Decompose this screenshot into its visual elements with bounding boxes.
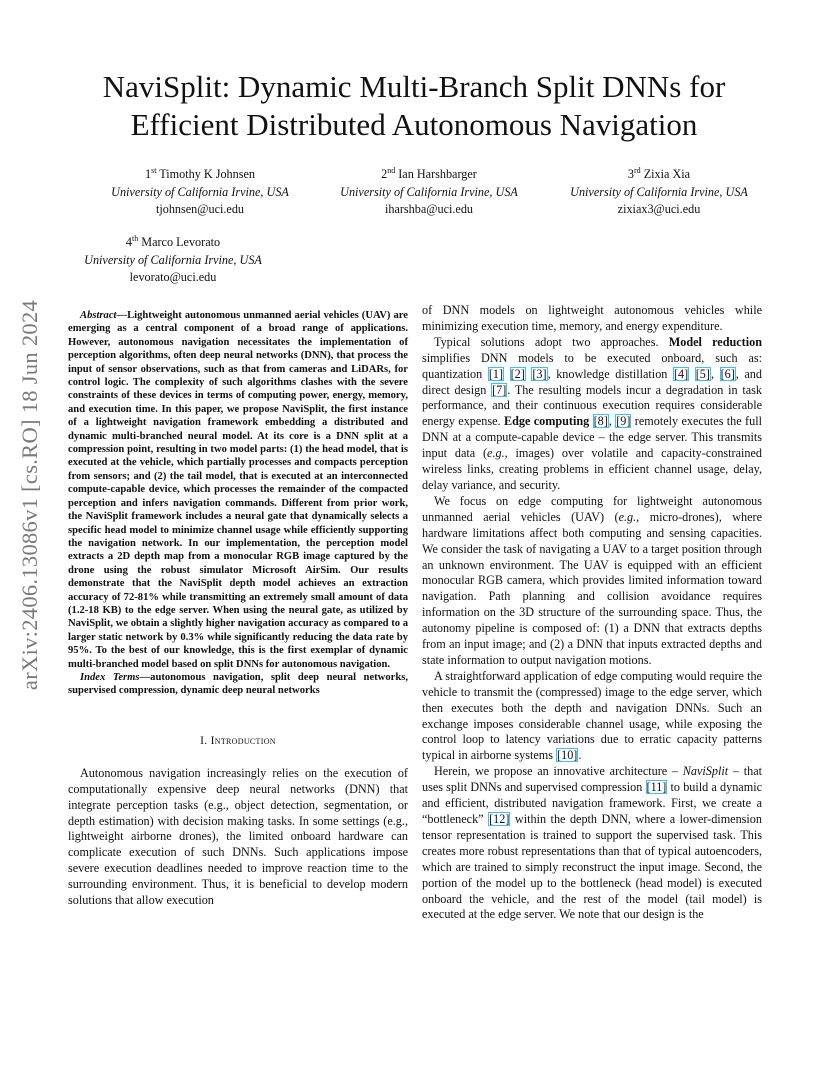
arxiv-stamp-text: arXiv:2406.13086v1 [cs.RO] 18 Jun 2024 [17,299,42,691]
paper-title [0,68,828,144]
citation-link[interactable]: [2] [510,366,525,381]
section-number: I. [200,734,208,747]
citation-link[interactable]: [5] [695,366,710,381]
citation-link[interactable]: [6] [720,366,735,381]
index-terms-label: Index Terms [80,671,140,683]
term-model-reduction: Model reduction [668,334,762,349]
citation-link[interactable]: [12] [489,812,510,826]
citation-link[interactable]: [11] [646,780,667,795]
author-name: 3rd Zixia Xia [627,166,691,182]
author-affiliation: University of California Irvine, USA [84,252,262,267]
citation-link[interactable]: [4] [673,366,689,381]
author-block-1 [86,162,314,219]
abstract [68,309,408,671]
paragraph-herein: Herein, we propose an innovative architecture – NaviSplit – that uses split DNNs and supervised compression [11] to build a dynamic and efficient, distributed navigation framework. First, we create a “bottleneck” [12] within the depth DNN, where a lower-dimension tensor representation is trained to support the supervised task. This creates more robust representations than that of typical autoencoders, which are trained to simply reconstruct the input image. Second, the portion of the model up to the bottleneck (head model) is executed onboard the vehicle, and the rest of the model (tail model) is executed at the edge server. We note that our design is the [422,764,762,922]
system-name: NaviSplit [682,764,729,779]
title-line-2: Efficient Distributed Autonomous Navigation [130,107,698,142]
paragraph-straightforward: A straightforward application of edge computing would require the vehicle to transmit the (compressed) image to the edge server, which then executes both the depth and navigation DNNs. Such an exchange imposes considerable channel usage, while exposing the control loop to latency variations due to erratic capacity patterns typical in airborne systems [10]. [422,668,762,763]
author-block-3 [548,162,770,219]
intro-paragraph-1: Autonomous navigation increasingly relies on the execution of computationally expensive deep neural networks (DNN) that integrate perception tasks (e.g., object detection, segmentation, or depth estimation) with decision making tasks. In some settings (e.g., lightweight airborne drones), the limited onboard hardware can complicate execution of such DNNs. Such applications impose severe execution deadlines needed to improve reaction time to the surrounding environment. Thus, it is beneficial to develop modern solutions that allow execution [68,765,408,908]
citation-link[interactable]: [8] [593,414,608,429]
citation-link[interactable]: [1] [488,366,504,381]
section-title: Introduction [210,734,276,747]
arxiv-stamp [14,288,46,702]
author-email: levorato@uci.edu [129,270,217,285]
author-email: iharshba@uci.edu [384,202,474,217]
index-terms [68,671,408,698]
right-column [422,303,762,923]
paragraph-typical-solutions: Typical solutions adopt two approaches. Model reduction simplifies DNN models to be executed onboard, such as: quantization [1] [2] [3], knowledge distillation [4] [5], [6], and direct design [7]. The resulting models incur a degradation in task performance, and their continuous execution requires considerable energy expense. Edge computing [8], [9] remotely executes the full DNN at a compute-capable device – the edge server. This transmits input data (e.g., images) over volatile and capacity-constrained wireless links, creating problems in efficient channel usage, delay, delay variance, and security. [422,334,762,492]
paragraph-edge-focus: We focus on edge computing for lightweight autonomous unmanned aerial vehicles (UAV) (e.g., micro-drones), where hardware limitations affect both computing and sensing capacities. We consider the task of navigating a UAV to a target position through an unknown environment. The UAV is equipped with an efficient monocular RGB camera, which provides limited information toward navigation. Path planning and collision avoidance requires information on the 3D structure of the surrounding space. Thus, the autonomy pipeline is composed of: (1) a DNN that extracts depths from an input image; and (2) a DNN that inputs extracted depths and state information to output navigation motions. [422,493,762,667]
author-name: 2nd Ian Harshbarger [381,166,477,182]
citation-link[interactable]: [10] [557,748,578,763]
author-email: zixiax3@uci.edu [617,202,701,217]
author-email: tjohnsen@uci.edu [155,202,245,217]
author-name: 1st Timothy K Johnsen [145,166,255,182]
author-block-4 [60,230,286,287]
author-affiliation: University of California Irvine, USA [111,184,289,199]
abstract-label: Abstract [80,310,117,321]
section-heading [68,734,408,748]
paragraph-continued: of DNN models on lightweight autonomous vehicles while minimizing execution time, memory, and energy expenditure. [422,303,762,333]
author-block-2 [318,162,540,219]
citation-link[interactable]: [9] [616,414,631,429]
title-line-1: NaviSplit: Dynamic Multi-Branch Split DNNs for [102,69,726,104]
index-terms-text: —autonomous navigation, split deep neural networks, supervised compression, dynamic deep neural networks [68,671,408,697]
abstract-text: —Lightweight autonomous unmanned aerial vehicles (UAV) are emerging as a central component of a broad range of applications. However, autonomous navigation necessitates the implementation of perception algorithms, often deep neural networks (DNN), that process the input of sensor observations, such as that from cameras and LiDARs, for control logic. The complexity of such algorithms clashes with the severe constraints of these devices in terms of computing power, energy, memory, and execution time. In this paper, we propose NaviSplit, the first instance of a lightweight navigation framework embedding a distributed and dynamic multi-branched neural model. At its core is a DNN split at a compression point, resulting in two model parts: (1) the head model, that is executed at the vehicle, which partially processes and compacts perception from sensors; and (2) the tail model, that is executed at an interconnected compute-capable device, which processes the remainder of the compacted perception and infers navigation commands. Different from prior work, the NaviSplit framework includes a neural gate that dynamically selects a specific head model to minimize channel usage while efficiently supporting the navigation network. In our implementation, the perception model extracts a 2D depth map from a monocular RGB image captured by the drone using the robust simulator Microsoft AirSim. Our results demonstrate that the NaviSplit depth model achieves an extraction accuracy of 72-81% while transmitting an extremely small amount of data (1.2-18 KB) to the edge server. When using the neural gate, as utilized by NaviSplit, we obtain a slightly higher navigation accuracy as compared to a larger static network by 0.3% while significantly reducing the data rate by 95%. To the best of our knowledge, this is the first exemplar of dynamic multi-branched model based on split DNNs for autonomous navigation. [68,310,408,670]
author-affiliation: University of California Irvine, USA [570,184,748,199]
citation-link[interactable]: [7] [492,382,507,397]
author-name: 4th Marco Levorato [125,234,221,250]
author-affiliation: University of California Irvine, USA [340,184,518,199]
citation-link[interactable]: [3] [532,366,547,381]
term-edge-computing: Edge computing [503,414,590,429]
left-column [68,309,408,909]
